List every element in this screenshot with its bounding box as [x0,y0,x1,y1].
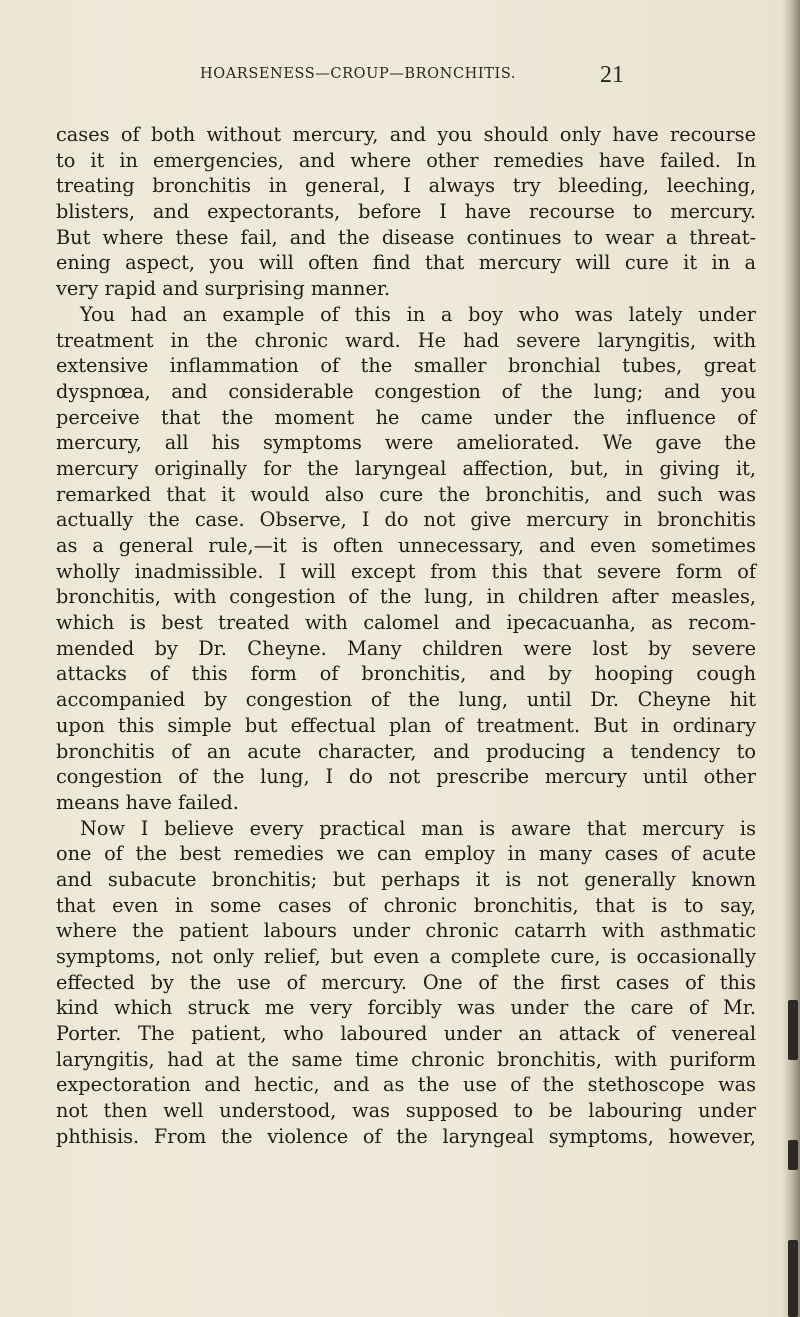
page-edge-mark [788,1140,798,1170]
text-line: extensive inflammation of the smaller bronchial tubes, great [56,354,756,378]
text-line: ening aspect, you will often find that mercury will cure it in a [56,251,756,275]
paragraph [56,816,756,1150]
text-line: kind which struck me very forcibly was under the care of Mr. [56,996,756,1020]
text-line: treating bronchitis in general, I always try bleeding, leeching, [56,174,756,198]
page-header [0,62,800,92]
text-line: You had an example of this in a boy who was lately under [80,302,756,326]
text-line: laryngitis, had at the same time chronic bronchitis, with puriform [56,1047,756,1071]
text-line: to it in emergencies, and where other remedies have failed. In [56,148,756,172]
text-line: actually the case. Observe, I do not give mercury in bronchitis [56,508,756,532]
text-line: remarked that it would also cure the bronchitis, and such was [56,482,756,506]
body-text [56,122,756,1150]
text-line: attacks of this form of bronchitis, and by hooping cough [56,662,756,686]
text-line: treatment in the chronic ward. He had severe laryngitis, with [56,328,756,352]
text-line: dyspnœa, and considerable congestion of the lung; and you [56,379,756,403]
text-line: mercury, all his symptoms were ameliorated. We gave the [56,431,756,455]
text-line: bronchitis, with congestion of the lung, in children after measles, [56,585,756,609]
text-line: not then well understood, was supposed to be labouring under [56,1099,756,1123]
text-line: congestion of the lung, I do not prescribe mercury until other [56,765,756,789]
text-line: that even in some cases of chronic bronchitis, that is to say, [56,893,756,917]
text-line: effected by the use of mercury. One of the first cases of this [56,970,756,994]
text-line: mended by Dr. Cheyne. Many children were lost by severe [56,636,756,660]
text-line: phthisis. From the violence of the laryngeal symptoms, however, [56,1124,756,1148]
text-line: But where these fail, and the disease continues to wear a threat- [56,225,756,249]
text-line: accompanied by congestion of the lung, until Dr. Cheyne hit [56,688,756,712]
text-line: one of the best remedies we can employ in many cases of acute [56,842,756,866]
page-edge-shadow [782,0,800,1317]
text-line: as a general rule,—it is often unnecessary, and even sometimes [56,534,756,557]
paragraph [56,302,756,816]
text-line: expectoration and hectic, and as the use of the stethoscope was [56,1073,756,1097]
text-line: where the patient labours under chronic catarrh with asthmatic [56,919,756,943]
page-edge-mark [788,1240,798,1317]
text-line: wholly inadmissible. I will except from this that severe form of [56,559,756,583]
text-line: means have failed. [56,790,239,814]
text-line: and subacute bronchitis; but perhaps it is not generally known [56,867,756,891]
paragraph [56,122,756,302]
text-line: Porter. The patient, who laboured under an attack of venereal [56,1022,756,1046]
text-line: symptoms, not only relief, but even a complete cure, is occasionally [56,945,756,968]
running-head: HOARSENESS—CROUP—BRONCHITIS. [200,66,517,82]
text-line: perceive that the moment he came under the influence of [56,405,756,429]
text-line: which is best treated with calomel and ipecacuanha, as recom- [56,611,756,635]
text-line: upon this simple but effectual plan of treatment. But in ordinary [56,713,756,737]
page-edge-mark [788,1000,798,1060]
text-line: Now I believe every practical man is aware that mercury is [80,816,756,840]
page-number: 21 [600,62,624,88]
text-line: blisters, and expectorants, before I have recourse to mercury. [56,200,756,224]
text-line: mercury originally for the laryngeal affection, but, in giving it, [56,456,756,480]
text-line: very rapid and surprising manner. [56,277,391,301]
text-line: bronchitis of an acute character, and producing a tendency to [56,739,756,763]
text-line: cases of both without mercury, and you should only have recourse [56,123,756,146]
